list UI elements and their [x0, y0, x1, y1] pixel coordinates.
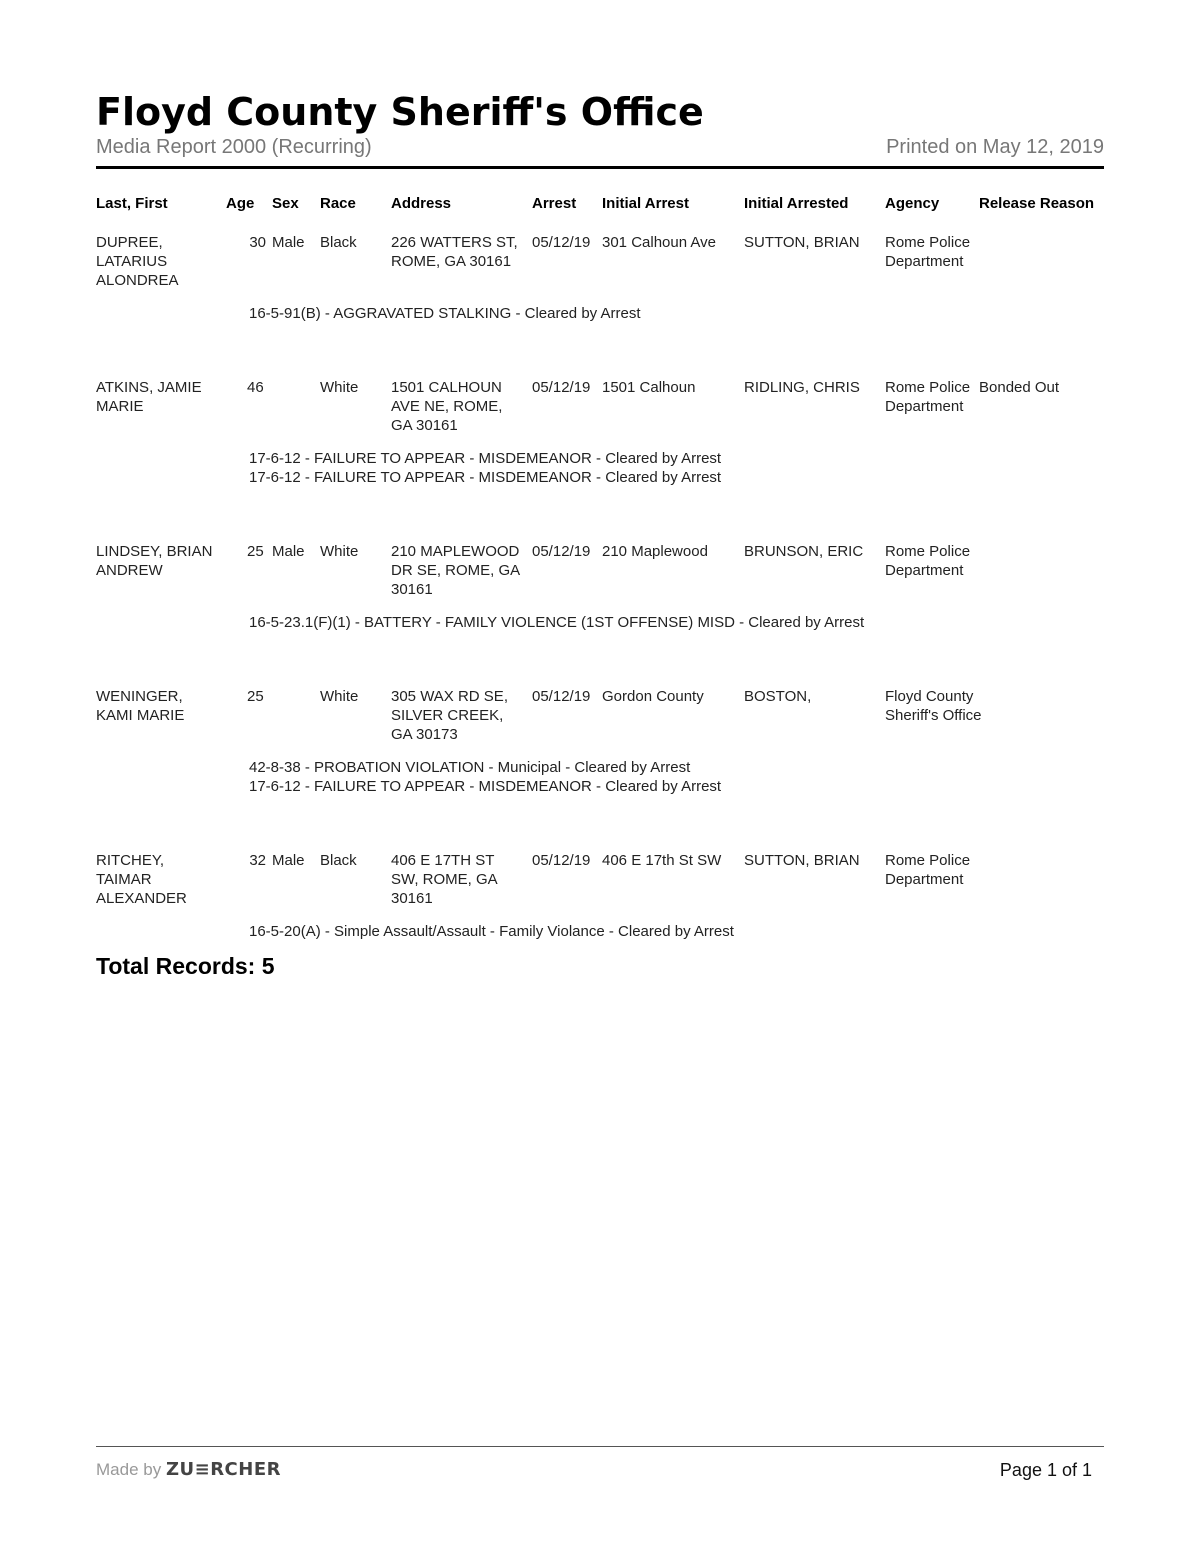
record-initial-arrested: SUTTON, BRIAN: [744, 234, 860, 251]
header-arrest: Arrest: [532, 195, 577, 212]
header-initial-arrested: Initial Arrested: [744, 195, 849, 212]
record-address: 210 MAPLEWOOD DR SE, ROME, GA 30161: [391, 543, 520, 598]
record-name: LINDSEY, BRIAN ANDREW: [96, 543, 213, 579]
record-address: 406 E 17TH ST SW, ROME, GA 30161: [391, 852, 497, 907]
header-race: Race: [320, 195, 356, 212]
record-initial-arrested: BOSTON,: [744, 688, 812, 705]
record-agency: Rome Police Department: [885, 852, 971, 888]
record-arrest-date: 05/12/19: [532, 543, 591, 560]
header-address: Address: [391, 195, 452, 212]
record-race: Black: [320, 852, 357, 869]
record-initial-arrested: BRUNSON, ERIC: [744, 543, 864, 560]
record-race: White: [320, 543, 359, 560]
record-age: 25: [247, 543, 264, 560]
record-charge: 17-6-12 - FAILURE TO APPEAR - MISDEMEANOR - Cleared by Arrest: [249, 469, 722, 486]
record-initial-arrested: SUTTON, BRIAN: [744, 852, 860, 869]
record-name: WENINGER, KAMI MARIE: [96, 688, 185, 724]
report-title: Floyd County Sheriff's Office: [96, 90, 704, 134]
record-release-reason: Bonded Out: [979, 379, 1060, 396]
header-agency: Agency: [885, 195, 940, 212]
record-age: 25: [247, 688, 264, 705]
record-address: 226 WATTERS ST, ROME, GA 30161: [391, 234, 518, 270]
record-initial-arrested: RIDLING, CHRIS: [744, 379, 860, 396]
record-sex: Male: [272, 852, 305, 869]
record-name: ATKINS, JAMIE MARIE: [96, 379, 202, 415]
made-by-credit: [96, 1459, 281, 1480]
record-name: RITCHEY, TAIMAR ALEXANDER: [96, 852, 187, 907]
record-charge: 17-6-12 - FAILURE TO APPEAR - MISDEMEANOR - Cleared by Arrest: [249, 778, 722, 795]
record-initial-arrest: Gordon County: [602, 688, 704, 705]
record-race: Black: [320, 234, 357, 251]
zuercher-logo: ZU≡RCHER: [165, 1459, 281, 1480]
header-sex: Sex: [272, 195, 299, 212]
total-records: Total Records: 5: [96, 953, 275, 979]
record-race: White: [320, 379, 359, 396]
record-age: 46: [247, 379, 264, 396]
record-charge: 16-5-23.1(F)(1) - BATTERY - FAMILY VIOLENCE (1ST OFFENSE) MISD - Cleared by Arrest: [249, 614, 865, 631]
page-number: Page 1 of 1: [999, 1460, 1092, 1480]
header-release-reason: Release Reason: [979, 195, 1095, 212]
record-arrest-date: 05/12/19: [532, 379, 591, 396]
record-arrest-date: 05/12/19: [532, 688, 591, 705]
record-charge: 16-5-20(A) - Simple Assault/Assault - Family Violance - Cleared by Arrest: [249, 923, 734, 940]
record-name: DUPREE, LATARIUS ALONDREA: [96, 234, 179, 289]
printed-date: Printed on May 12, 2019: [886, 136, 1104, 158]
record-address: 305 WAX RD SE, SILVER CREEK, GA 30173: [391, 688, 508, 743]
record-agency: Floyd County Sheriff's Office: [885, 688, 982, 724]
header-name: Last, First: [96, 195, 168, 212]
header-age: Age: [226, 195, 255, 212]
record-arrest-date: 05/12/19: [532, 234, 591, 251]
record-charge: 42-8-38 - PROBATION VIOLATION - Municipal - Cleared by Arrest: [249, 759, 691, 776]
record-race: White: [320, 688, 359, 705]
record-sex: Male: [272, 543, 305, 560]
record-sex: Male: [272, 234, 305, 251]
record-agency: Rome Police Department: [885, 543, 971, 579]
record-age: 32: [249, 852, 266, 869]
record-initial-arrest: 1501 Calhoun: [602, 379, 696, 396]
footer-divider: [96, 1446, 1104, 1447]
record-initial-arrest: 301 Calhoun Ave: [602, 234, 716, 251]
record-agency: Rome Police Department: [885, 234, 971, 270]
record-initial-arrest: 406 E 17th St SW: [602, 852, 722, 869]
record-initial-arrest: 210 Maplewood: [602, 543, 708, 560]
record-address: 1501 CALHOUN AVE NE, ROME, GA 30161: [391, 379, 503, 434]
header-divider: [96, 166, 1104, 169]
record-age: 30: [249, 234, 266, 251]
report-subtitle: Media Report 2000 (Recurring): [96, 136, 372, 158]
made-by-label: Made by: [96, 1460, 162, 1479]
record-charge: 17-6-12 - FAILURE TO APPEAR - MISDEMEANOR - Cleared by Arrest: [249, 450, 722, 467]
record-agency: Rome Police Department: [885, 379, 971, 415]
header-initial-arrest: Initial Arrest: [602, 195, 689, 212]
record-charge: 16-5-91(B) - AGGRAVATED STALKING - Cleared by Arrest: [249, 305, 641, 322]
record-arrest-date: 05/12/19: [532, 852, 591, 869]
